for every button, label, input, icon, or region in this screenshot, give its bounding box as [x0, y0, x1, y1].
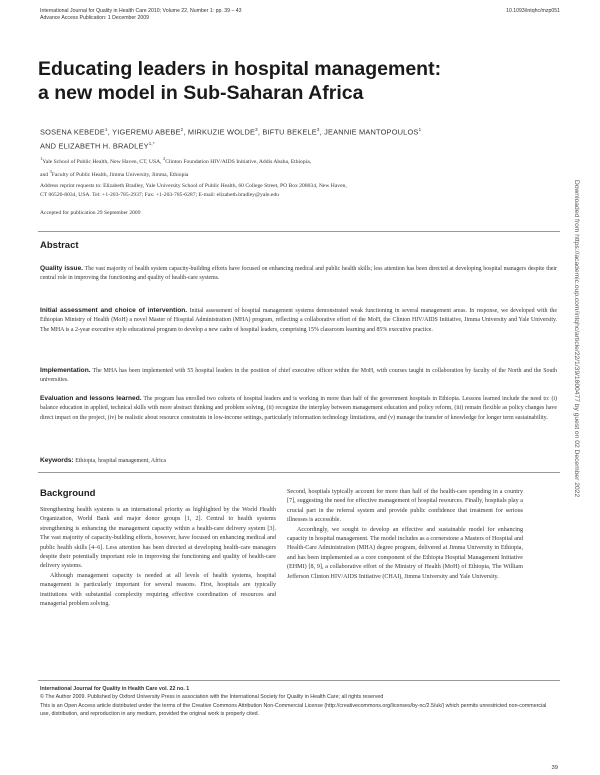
body-paragraph: Although management capacity is needed at all levels of health systems, hospital management is particularly important for several reasons. First, hospitals are typically institutions with substantial complexity requiring effective coordination of resources and managerial problem solving.: [40, 572, 276, 608]
abstract-section-label: Evaluation and lessons learned.: [40, 395, 142, 402]
abstract-section-label: Initial assessment and choice of intervention.: [40, 307, 188, 314]
abstract-section-text: The vast majority of health system capacity-building efforts have focused on enhancing medical and public health skills; less attention has been directed at developing hospital managers despite their central role in improving the functioning and quality of health-care systems.: [40, 266, 557, 282]
keywords-text: Ethiopia, hospital management, Africa: [73, 458, 166, 464]
author-name: YIGEREMU ABEBE: [112, 127, 181, 137]
title-line-2: a new model in Sub-Saharan Africa: [38, 82, 364, 104]
author-affiliation-sup: 1: [105, 127, 108, 132]
author-name: JEANNIE MANTOPOULOS: [324, 127, 419, 137]
keywords-label: Keywords:: [40, 457, 74, 464]
body-paragraph: Accordingly, we sought to develop an effective and sustainable model for enhancing capacity in hospital management. The model includes as a cornerstone a Masters of Hospital and Health-Care Administration (MHA) degree program, delivered at Jimma University in Ethiopia, and has been implemented as a core component of the Ethiopia Hospital Management Initiative (EHMI) [8, 9], a collaborative effort of the Ministry of Health (MoH) of Ethiopia, The William Jefferson Clinton HIV/AIDS Initiative (CHAI), Jimma University and Yale University.: [287, 526, 523, 580]
affiliation-text: Clinton Foundation HIV/AIDS Initiative, Addis Ababa, Ethiopia,: [165, 158, 312, 165]
affiliation-conjunction: and: [40, 171, 50, 178]
author-affiliation-sup: 1,*: [148, 141, 155, 147]
abstract-evaluation: [40, 394, 557, 423]
author-line-1: SOSENA KEBEDE$^1$, YIGEREMU ABEBE$^2$, MIRKUZIE WOLDE$^3$, BIFTU BEKELE$^3$, JEANNIE MANTOPOULOS$^1$: [40, 127, 422, 137]
author-line-2: [40, 138, 540, 152]
affiliation-text: Yale School of Public Health, New Haven, CT, USA,: [42, 158, 162, 165]
abstract-implementation: [40, 366, 557, 386]
author-name: MIRKUZIE WOLDE: [187, 127, 256, 137]
affiliation-sup: 2: [162, 156, 166, 161]
author-affiliation-sup: 3: [255, 127, 258, 132]
divider: [38, 472, 560, 473]
author-list: [40, 124, 540, 153]
affiliation-line-1: [40, 154, 540, 167]
author-name: BIFTU BEKELE: [262, 127, 317, 137]
advance-access-date: Advance Access Publication: 1 December 2009: [40, 15, 150, 21]
abstract-quality-issue: [40, 264, 557, 284]
download-watermark: Downloaded from https://academic.oup.com/intqhc/article/22/1/39/1800477 by guest on 02 December 2022: [573, 180, 580, 498]
body-column-left: [40, 506, 276, 609]
author-affiliation-sup: 3: [316, 127, 320, 132]
author-name: ELIZABETH H. BRADLEY: [58, 141, 149, 151]
reprint-address: [40, 182, 540, 200]
reprint-line-2: CT 06520-8034, USA. Tel: +1-203-785-2937; Fax: +1-203-785-6287; E-mail: elizabeth.bradley@yale.edu: [40, 192, 279, 198]
affiliation-line-2: [40, 167, 540, 180]
footer-journal: International Journal for Quality in Health Care vol. 22 no. 1: [40, 686, 190, 692]
title-line-1: Educating leaders in hospital management:: [38, 58, 442, 80]
abstract-section-label: Implementation.: [40, 367, 91, 374]
journal-header: [40, 8, 242, 22]
page-footer: [40, 685, 557, 718]
affiliation-sup: 3: [49, 168, 52, 174]
affiliation-text: Faculty of Public Health, Jimma University, Jimma, Ethiopia: [51, 171, 189, 178]
reprint-line-1: Address reprint requests to: Elizabeth Bradley, Yale University School of Public Health, 60 College Street, PO Box 208034, New Haven,: [40, 183, 347, 189]
page-number: 39: [551, 765, 558, 771]
author-name: SOSENA KEBEDE: [40, 127, 106, 137]
affiliations: [40, 154, 540, 180]
section-heading-background: Background: [40, 488, 96, 499]
abstract-section-text: The MHA has been implemented with 55 hospital leaders in the position of chief executive officer within the MoH, with courses taught in collaboration by faculty of the North and the South universities.: [40, 368, 557, 384]
abstract-keywords: [40, 456, 557, 466]
doi-label: 10.1093/intqhc/mzp051: [506, 8, 560, 14]
body-paragraph: Strengthening health systems is an international priority as highlighted by the World Health Organization, World Bank and major donor groups [1, 2]. Central to health systems strengthening is enhancing the management capacity within a health-care delivery system [3]. The vast majority of capacity-building efforts, however, have focused on enhancing medical and public health skills [4–6]. Less attention has been directed at developing health-care managers despite their potentially important role in improving the functioning and quality of health-care delivery systems.: [40, 507, 276, 570]
article-title: [38, 57, 558, 105]
abstract-section-text: The program has enrolled two cohorts of hospital leaders and is working in more than half of the government hospitals in Ethiopia. Lessons learned include the need to: (i) balance education in applied, technical skills with more abstract thinking and problem solving, (ii) recognize the interplay between management education and policy reform, (iii) remain flexible as policy changes have direct impact on the project, (iv) be realistic about resource constraints in low-income settings, particularly information technology limitations, and (v) manage the transfer of knowledge for longer term sustainability.: [40, 396, 557, 421]
abstract-heading: Abstract: [40, 240, 79, 251]
author-affiliation-sup: 1: [418, 127, 422, 132]
author-affiliation-sup: 2: [180, 127, 184, 132]
footer-copyright: © The Author 2009. Published by Oxford University Press in association with the International Society for Quality in Health Care; all rights reserved: [40, 694, 384, 701]
author-conjunction: AND: [40, 141, 59, 151]
affiliation-sup: 1: [40, 156, 43, 161]
divider: [38, 231, 560, 232]
abstract-initial-assessment: [40, 306, 557, 335]
journal-citation: International Journal for Quality in Health Care 2010; Volume 22, Number 1: pp. 39 – 43: [40, 8, 242, 14]
footer-license: This is an Open Access article distributed under the terms of the Creative Commons Attribution Non-Commercial License (http://creativecommons.org/licenses/by-nc/2.5/uk/) which permits unrestricted non-commercial use, distribution, and reproduction in any medium, provided the original work is properly cited.: [40, 702, 547, 717]
accepted-date: Accepted for publication 29 September 2009: [40, 210, 141, 216]
body-paragraph: Second, hospitals typically account for more than half of the health-care spending in a country [7], suggesting the need for effective management of hospital resources. Finally, hospitals play a crucial part in the referral system and provide public confidence that treatment for serious illnesses is accessible.: [287, 489, 523, 524]
abstract-section-label: Quality issue.: [40, 265, 84, 272]
body-column-right: [287, 488, 523, 582]
abstract-section-text: Initial assessment of hospital management systems demonstrated weak functioning in several management areas. In response, we developed with the Ethiopian Ministry of Health (MoH) a novel Master of Hospital Administration (MHA) program, reflecting a collaborative effort of the MoH, the Clinton HIV/AIDS Initiative, Jimma University and Yale University. The MHA is a 2-year executive style educational program to develop a new cadre of hospital leaders, comprising 15% classroom learning and 85% executive practice.: [40, 308, 557, 333]
footer-divider: [38, 680, 560, 681]
